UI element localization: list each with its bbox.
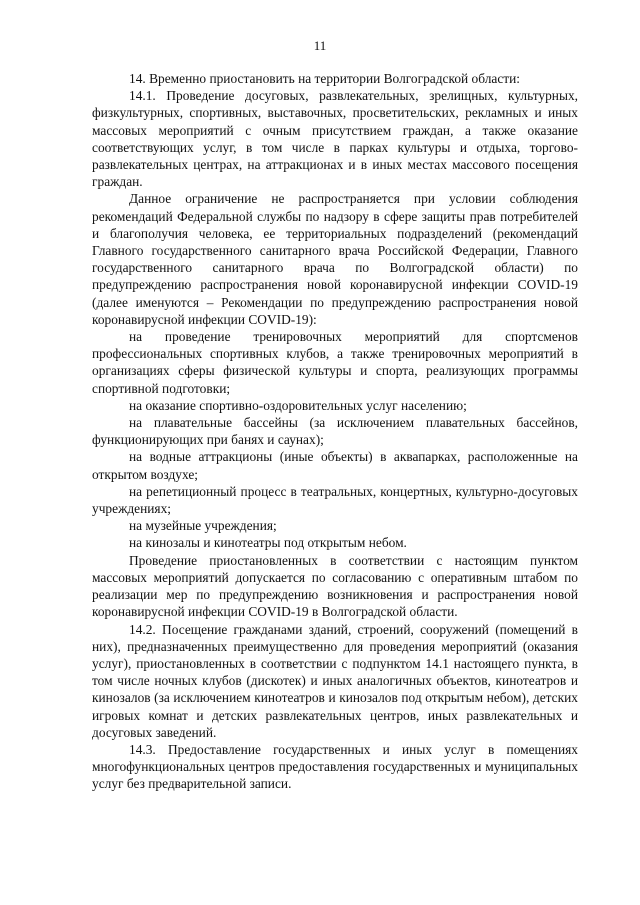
document-body xyxy=(92,70,578,793)
paragraph-14-1: 14.1. Проведение досуговых, развлекательных, зрелищных, культурных, физкультурных, спортивных, выставочных, просветительских, рекламных и иных массовых мероприятий с очным присутствием граждан, а также оказание соответствующих услуг, в том числе в парках культуры и отдыха, торгово-развлекательных центрах, на аттракционах и в иных местах массового посещения граждан. xyxy=(92,88,578,190)
paragraph-exception-intro: Данное ограничение не распространяется при условии соблюдения рекомендаций Федеральной службы по надзору в сфере защиты прав потребителей и благополучия человека, ее территориальных подразделений (рекомендаций Главного государственного санитарного врача Российской Федерации, Главного государственного санитарного врача по Волгоградской области) по предупреждению распространения новой коронавирусной инфекции COVID-19 (далее именуются – Рекомендации по предупреждению распространения новой коронавирусной инфекции COVID-19): xyxy=(92,191,578,327)
paragraph-swimming-pools: на плавательные бассейны (за исключением плавательных бассейнов, функционирующих при банях и саунах); xyxy=(92,415,578,448)
paragraph-training-events: на проведение тренировочных мероприятий для спортсменов профессиональных спортивных клубов, а также тренировочных мероприятий в организациях сферы физической культуры и спорта, реализующих программы спортивной подготовки; xyxy=(92,329,578,396)
paragraph-museums: на музейные учреждения; xyxy=(129,518,277,534)
paragraph-14-2: 14.2. Посещение гражданами зданий, строений, сооружений (помещений в них), предназначенных преимущественно для проведения мероприятий (оказания услуг), приостановленных в соответствии с подпунктом 14.1 настоящего пункта, в том числе ночных клубов (дискотек) и иных аналогичных объектов, кинотеатров и кинозалов (за исключением кинотеатров и кинозалов под открытым небом), детских игровых комнат и детских развлекательных центров, иных развлекательных и досуговых заведений. xyxy=(92,621,578,740)
paragraph-sports-services: на оказание спортивно-оздоровительных услуг населению; xyxy=(129,397,467,413)
paragraph-water-attractions: на водные аттракционы (иные объекты) в аквапарках, расположенные на открытом воздухе; xyxy=(92,449,578,482)
paragraph-14-3: 14.3. Предоставление государственных и иных услуг в помещениях многофункциональных центров предоставления государственных и муниципальных услуг без предварительной записи. xyxy=(92,741,578,792)
paragraph-open-air-cinemas: на кинозалы и кинотеатры под открытым небом. xyxy=(129,535,407,551)
paragraph-event-approval: Проведение приостановленных в соответствии с настоящим пунктом массовых мероприятий допускается по согласованию с оперативным штабом по реализации мер по предупреждению возникновения и распространения новой коронавирусной инфекции COVID-19 в Волгоградской области. xyxy=(92,552,578,620)
paragraph-rehearsals: на репетиционный процесс в театральных, концертных, культурно-досуговых учреждениях; xyxy=(92,483,578,517)
page-number: 11 xyxy=(313,38,327,53)
paragraph-14-heading: 14. Временно приостановить на территории Волгоградской области: xyxy=(129,71,521,86)
